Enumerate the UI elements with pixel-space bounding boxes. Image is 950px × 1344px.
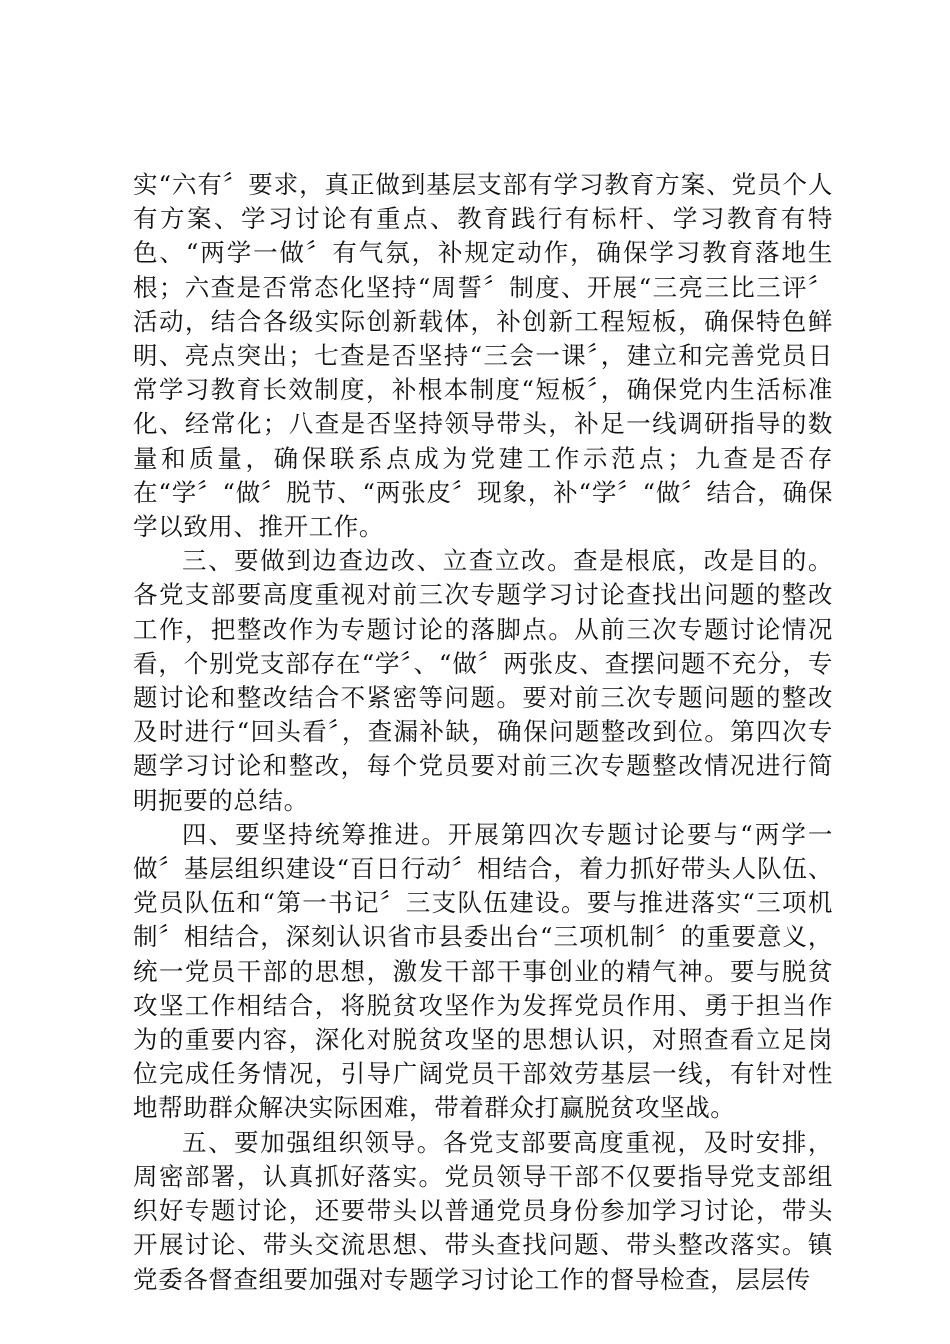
document-body: [133, 168, 833, 1297]
paragraph-section-five: 五、要加强组织领导。各党支部要高度重视，及时安排，周密部署，认真抓好落实。党员领导干部不仅要指导党支部组织好专题讨论，还要带头以普通党员身份参加学习讨论，带头开展讨论、带头交流思想、带头查找问题、带头整改落实。镇党委各督查组要加强对专题学习讨论工作的督导检查，层层传: [133, 1127, 833, 1294]
paragraph-section-four: 四、要坚持统筹推进。开展第四次专题讨论要与“两学一做〞基层组织建设“百日行动〞相结合，着力抓好带头人队伍、党员队伍和“第一书记〞三支队伍建设。要与推进落实“三项机制〞相结合，深刻认识省市县委出台“三项机制〞的重要意义，统一党员干部的思想，激发干部干事创业的精气神。要与脱贫攻坚工作相结合，将脱贫攻坚作为发挥党员作用、勇于担当作为的重要内容，深化对脱贫攻坚的思想认识，对照查看立足岗位完成任务情况，引导广阔党员干部效劳基层一线，有针对性地帮助群众解决实际困难，带着群众打赢脱贫攻坚战。: [133, 819, 833, 1123]
paragraph-continued: 实“六有〞要求，真正做到基层支部有学习教育方案、党员个人有方案、学习讨论有重点、教育践行有标杆、学习教育有特色、“两学一做〞有气氛，补规定动作，确保学习教育落地生根；六查是否常态化坚持“周誓〞制度、开展“三亮三比三评〞活动，结合各级实际创新载体，补创新工程短板，确保特色鲜明、亮点突出；七查是否坚持“三会一课〞，建立和完善党员日常学习教育长效制度，补根本制度“短板〞，确保党内生活标准化、经常化；八查是否坚持领导带头，补足一线调研指导的数量和质量，确保联系点成为党建工作示范点；九查是否存在“学〞“做〞脱节、“两张皮〞现象，补“学〞“做〞结合，确保学以致用、推开工作。: [133, 170, 833, 542]
paragraph-section-three: 三、要做到边查边改、立查立改。查是根底，改是目的。各党支部要高度重视对前三次专题学习讨论查找出问题的整改工作，把整改作为专题讨论的落脚点。从前三次专题讨论情况看，个别党支部存在“学〞、“做〞两张皮、查摆问题不充分，专题讨论和整改结合不紧密等问题。要对前三次专题问题的整改及时进行“回头看〞，查漏补缺，确保问题整改到位。第四次专题学习讨论和整改，每个党员要对前三次专题整改情况进行简明扼要的总结。: [133, 546, 833, 815]
